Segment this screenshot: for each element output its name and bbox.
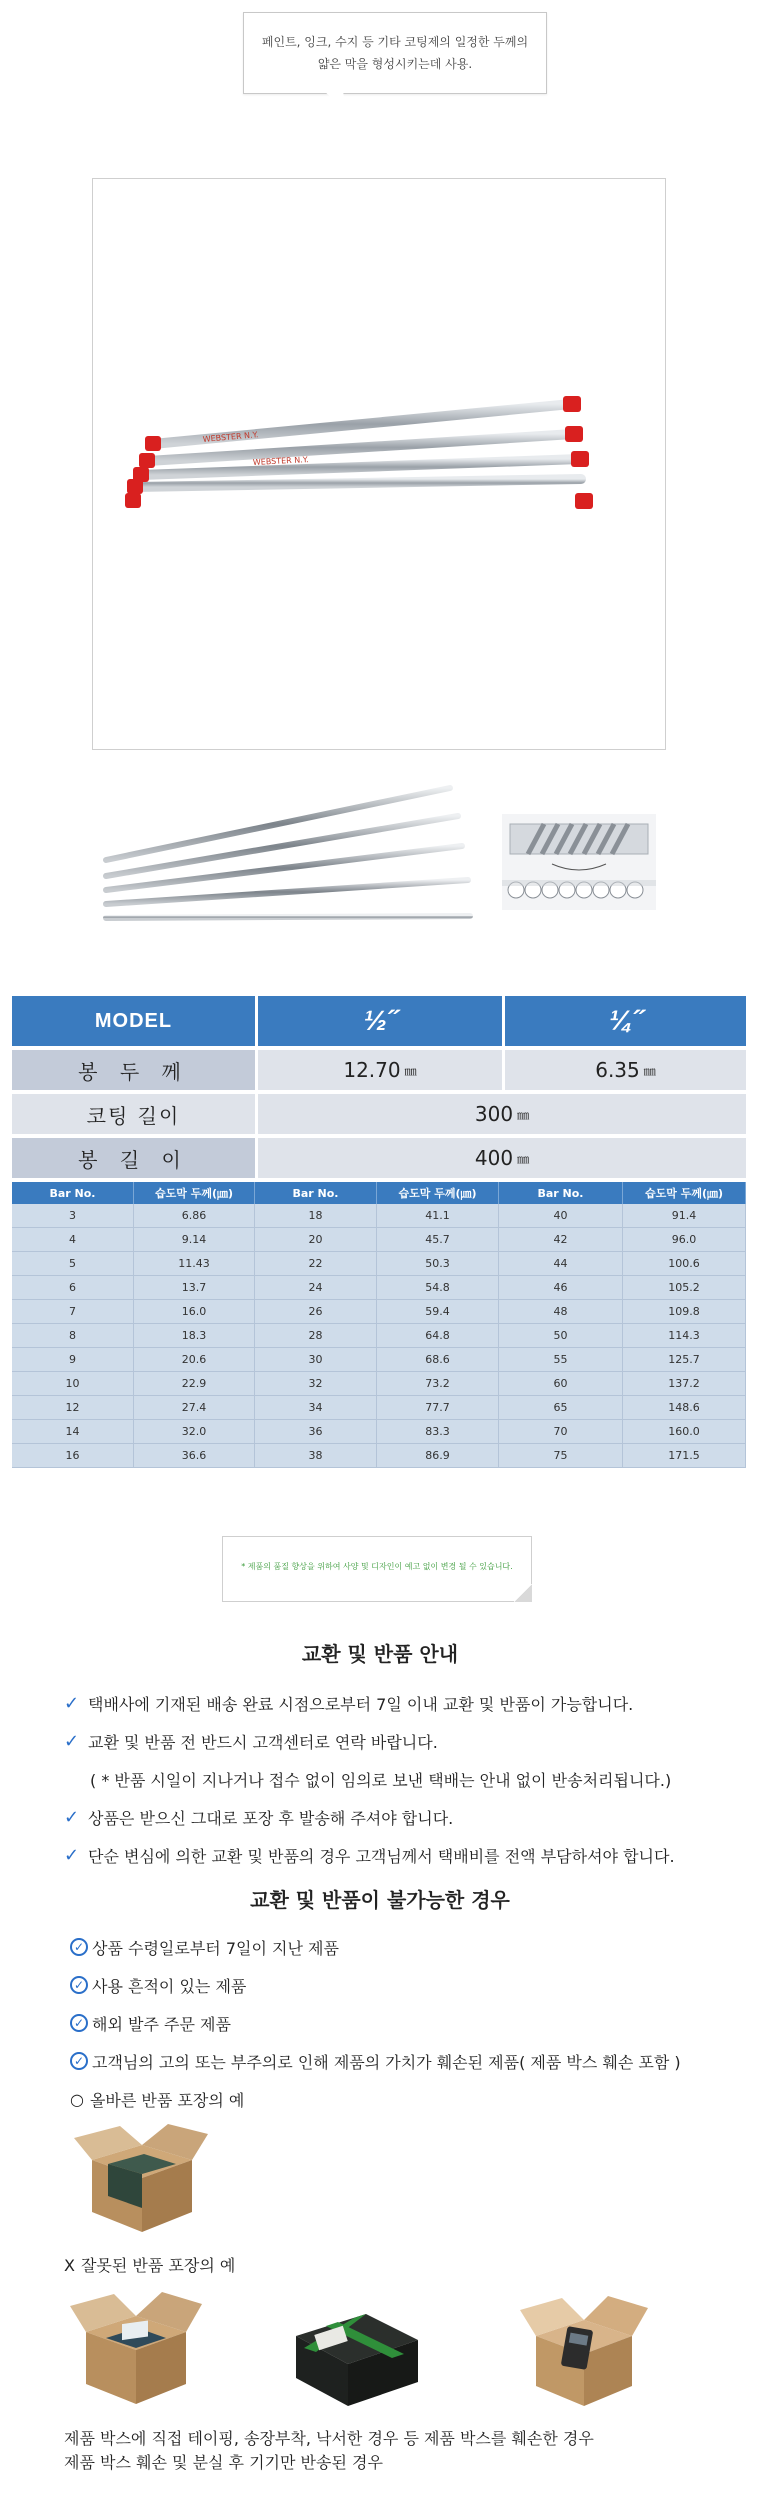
bar-number-cell: 38 [255, 1444, 377, 1467]
film-thickness-cell: 77.7 [377, 1396, 499, 1419]
bar-table-header [12, 1182, 746, 1204]
bar-table-row [12, 1348, 746, 1372]
bar-number-cell: 4 [12, 1228, 134, 1251]
circle-check-icon: ✓ [70, 1976, 88, 1994]
bar-table-row [12, 1324, 746, 1348]
film-thickness-cell: 36.6 [134, 1444, 255, 1467]
change-notice-text: * 제품의 품질 향상을 위하여 사양 및 디자인이 예고 없이 변경 될 수 있습니다. [241, 1562, 513, 1571]
film-thickness-cell: 13.7 [134, 1276, 255, 1299]
quarter-inch-header: ¼˝ [505, 996, 746, 1046]
coating-length-value: 300 [474, 1102, 514, 1126]
circle-check-icon: ✓ [70, 2014, 88, 2032]
bar-number-cell: 9 [12, 1348, 134, 1371]
not-allowed-item-text: 해외 발주 주문 제품 [92, 2014, 231, 2034]
coating-length-unit: ㎜ [517, 1107, 530, 1122]
film-thickness-cell: 83.3 [377, 1420, 499, 1443]
bar-number-cell: 60 [499, 1372, 623, 1395]
col-thickness-3: 습도막 두께(㎛) [623, 1182, 746, 1204]
half-inch-header: ½˝ [258, 996, 502, 1046]
bar-table-row [12, 1276, 746, 1300]
bar-table-row [12, 1204, 746, 1228]
bar-table-row [12, 1444, 746, 1468]
film-thickness-cell: 137.2 [623, 1372, 746, 1395]
film-thickness-cell: 32.0 [134, 1420, 255, 1443]
exchange-item [64, 1798, 744, 1836]
bar-number-cell: 70 [499, 1420, 623, 1443]
spec-table [12, 996, 746, 1468]
bar-number-cell: 75 [499, 1444, 623, 1467]
svg-text:WEBSTER N.Y.: WEBSTER N.Y. [252, 455, 309, 467]
thickness-half [258, 1050, 502, 1090]
check-icon: ✓ [64, 1692, 80, 1714]
film-thickness-cell: 41.1 [377, 1204, 499, 1227]
bar-table-row [12, 1300, 746, 1324]
bad-caption-2: 제품 박스 훼손 및 분실 후 기기만 반송된 경우 [64, 2453, 383, 2472]
col-thickness-1: 습도막 두께(㎛) [134, 1182, 255, 1204]
bar-table-row [12, 1252, 746, 1276]
exchange-item-text: 상품은 받으신 그대로 포장 후 발송해 주셔야 합니다. [88, 1808, 454, 1828]
col-bar-no-2: Bar No. [255, 1182, 377, 1204]
exchange-item [64, 1836, 744, 1874]
exchange-item [64, 1722, 744, 1760]
bar-number-cell: 22 [255, 1252, 377, 1275]
check-icon: ✓ [64, 1806, 80, 1828]
film-thickness-cell: 27.4 [134, 1396, 255, 1419]
bar-number-cell: 32 [255, 1372, 377, 1395]
col-bar-no-1: Bar No. [12, 1182, 134, 1204]
not-allowed-item [70, 1928, 750, 1966]
good-example-label [70, 2080, 750, 2118]
thickness-quarter-unit: ㎜ [643, 1063, 656, 1078]
bar-number-cell: 12 [12, 1396, 134, 1419]
bar-number-cell: 7 [12, 1300, 134, 1323]
thickness-label: 봉 두 께 [12, 1050, 255, 1090]
check-icon: ✓ [64, 1844, 80, 1866]
bar-table-row [12, 1228, 746, 1252]
rod-length-value: 400 [474, 1146, 514, 1170]
intro-line-1: 페인트, 잉크, 수지 등 기타 코팅제의 일정한 두께의 [261, 35, 529, 49]
bar-number-cell: 10 [12, 1372, 134, 1395]
bar-number-cell: 44 [499, 1252, 623, 1275]
film-thickness-cell: 73.2 [377, 1372, 499, 1395]
film-thickness-cell: 160.0 [623, 1420, 746, 1443]
exchange-item-text: 택배사에 기재된 배송 완료 시점으로부터 7일 이내 교환 및 반품이 가능합니다. [88, 1694, 634, 1714]
bar-number-cell: 65 [499, 1396, 623, 1419]
bar-number-cell: 26 [255, 1300, 377, 1323]
film-thickness-cell: 9.14 [134, 1228, 255, 1251]
rods-detail-image [98, 780, 478, 930]
col-bar-no-3: Bar No. [499, 1182, 623, 1204]
model-header: MODEL [12, 996, 255, 1046]
exchange-list [64, 1684, 744, 1874]
film-thickness-cell: 6.86 [134, 1204, 255, 1227]
circle-check-icon: ✓ [70, 1938, 88, 1956]
bar-table-row [12, 1420, 746, 1444]
circle-check-icon: ✓ [70, 2052, 88, 2070]
bad-caption-1: 제품 박스에 직접 테이핑, 송장부착, 낙서한 경우 등 제품 박스를 훼손한 경우 [64, 2429, 594, 2448]
bar-number-cell: 48 [499, 1300, 623, 1323]
not-allowed-list [70, 1928, 750, 2118]
bad-packing-image-1 [66, 2286, 206, 2416]
rod-length-unit: ㎜ [517, 1151, 530, 1166]
x-mark-icon: X [64, 2256, 75, 2275]
bar-table-body [12, 1204, 746, 1468]
product-photo [92, 178, 666, 750]
film-thickness-cell: 11.43 [134, 1252, 255, 1275]
good-example-text: 올바른 반품 포장의 예 [89, 2090, 245, 2110]
film-thickness-cell: 54.8 [377, 1276, 499, 1299]
film-thickness-cell: 50.3 [377, 1252, 499, 1275]
bar-number-cell: 50 [499, 1324, 623, 1347]
film-thickness-cell: 171.5 [623, 1444, 746, 1467]
film-thickness-cell: 18.3 [134, 1324, 255, 1347]
film-thickness-cell: 68.6 [377, 1348, 499, 1371]
change-notice [222, 1536, 532, 1602]
film-thickness-cell: 64.8 [377, 1324, 499, 1347]
check-icon: ✓ [64, 1730, 80, 1752]
not-allowed-item-text: 사용 흔적이 있는 제품 [92, 1976, 247, 1996]
bad-example-text: 잘못된 반품 포장의 예 [80, 2256, 236, 2275]
exchange-item-text: 교환 및 반품 전 반드시 고객센터로 연락 바랍니다. [88, 1732, 438, 1752]
not-allowed-item [70, 2042, 750, 2080]
thickness-half-unit: ㎜ [404, 1063, 417, 1078]
bar-number-cell: 42 [499, 1228, 623, 1251]
bar-number-cell: 28 [255, 1324, 377, 1347]
film-thickness-cell: 96.0 [623, 1228, 746, 1251]
not-allowed-item-text: 상품 수령일로부터 7일이 지난 제품 [92, 1938, 339, 1958]
bar-number-cell: 46 [499, 1276, 623, 1299]
thickness-half-value: 12.70 [343, 1058, 401, 1082]
bar-table-row [12, 1372, 746, 1396]
bar-number-cell: 20 [255, 1228, 377, 1251]
film-thickness-cell: 16.0 [134, 1300, 255, 1323]
film-thickness-cell: 45.7 [377, 1228, 499, 1251]
bar-number-cell: 16 [12, 1444, 134, 1467]
rod-length-label: 봉 길 이 [12, 1138, 255, 1178]
film-thickness-cell: 59.4 [377, 1300, 499, 1323]
wire-wound-diagram [502, 814, 656, 910]
exchange-item [64, 1684, 744, 1722]
good-packing-image [72, 2120, 212, 2240]
col-thickness-2: 습도막 두께(㎛) [377, 1182, 499, 1204]
film-thickness-cell: 105.2 [623, 1276, 746, 1299]
bar-number-cell: 34 [255, 1396, 377, 1419]
film-thickness-cell: 114.3 [623, 1324, 746, 1347]
bad-example-label [64, 2253, 235, 2276]
coating-length-label: 코팅 길이 [12, 1094, 255, 1134]
not-allowed-item [70, 2004, 750, 2042]
bar-number-cell: 8 [12, 1324, 134, 1347]
exchange-item-note [64, 1760, 744, 1798]
intro-note [243, 12, 547, 94]
film-thickness-cell: 125.7 [623, 1348, 746, 1371]
bar-number-cell: 30 [255, 1348, 377, 1371]
coating-rods-image [93, 179, 667, 751]
circle-mark-icon: ○ [70, 2089, 84, 2109]
bad-packing-image-2 [286, 2296, 426, 2414]
coating-length [258, 1094, 746, 1134]
thickness-quarter-value: 6.35 [595, 1058, 640, 1082]
svg-text:WEBSTER N.Y.: WEBSTER N.Y. [202, 430, 259, 444]
exchange-title: 교환 및 반품 안내 [301, 1642, 459, 1666]
bar-number-cell: 18 [255, 1204, 377, 1227]
bar-table-row [12, 1396, 746, 1420]
intro-line-2: 얇은 막을 형성시키는데 사용. [317, 57, 473, 71]
bar-number-cell: 14 [12, 1420, 134, 1443]
exchange-item-text: ( * 반품 시일이 지나거나 접수 없이 임의로 보낸 택배는 안내 없이 반송처리됩니다.) [90, 1770, 672, 1790]
film-thickness-cell: 20.6 [134, 1348, 255, 1371]
not-allowed-item-text: 고객님의 고의 또는 부주의로 인해 제품의 가치가 훼손된 제품( 제품 박스 훼손 포함 ) [92, 2052, 681, 2072]
film-thickness-cell: 86.9 [377, 1444, 499, 1467]
film-thickness-cell: 22.9 [134, 1372, 255, 1395]
exchange-item-text: 단순 변심에 의한 교환 및 반품의 경우 고객님께서 택배비를 전액 부담하셔야 합니다. [88, 1846, 675, 1866]
bar-number-cell: 40 [499, 1204, 623, 1227]
film-thickness-cell: 91.4 [623, 1204, 746, 1227]
film-thickness-cell: 148.6 [623, 1396, 746, 1419]
bar-number-cell: 36 [255, 1420, 377, 1443]
rod-length [258, 1138, 746, 1178]
not-allowed-title: 교환 및 반품이 불가능한 경우 [250, 1888, 510, 1912]
bar-number-cell: 6 [12, 1276, 134, 1299]
bad-packing-image-3 [514, 2288, 654, 2416]
film-thickness-cell: 109.8 [623, 1300, 746, 1323]
bar-number-cell: 5 [12, 1252, 134, 1275]
thickness-quarter [505, 1050, 746, 1090]
bar-number-cell: 3 [12, 1204, 134, 1227]
bar-number-cell: 24 [255, 1276, 377, 1299]
bar-number-cell: 55 [499, 1348, 623, 1371]
film-thickness-cell: 100.6 [623, 1252, 746, 1275]
not-allowed-item [70, 1966, 750, 2004]
